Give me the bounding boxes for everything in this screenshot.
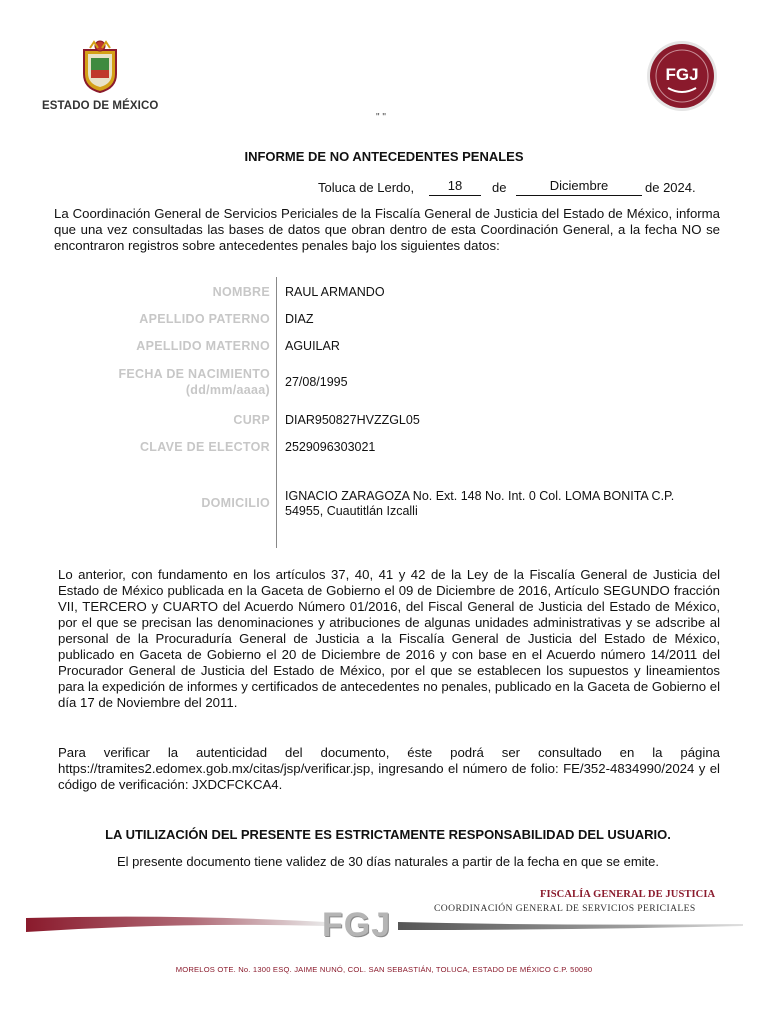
- date-month: Diciembre: [516, 178, 642, 196]
- label-curp: CURP: [233, 413, 270, 427]
- value-apellido-paterno: DIAZ: [285, 312, 314, 326]
- date-de: de: [492, 180, 507, 195]
- value-domicilio-line1: IGNACIO ZARAGOZA No. Ext. 148 No. Int. 0 Col. LOMA BONITA C.P.: [285, 489, 675, 503]
- estado-de-mexico-logo: [40, 36, 160, 120]
- label-fecha-nacimiento-main: FECHA DE NACIMIENTO: [118, 367, 270, 381]
- decorative-quotes: " ": [376, 112, 386, 123]
- footer-swoosh-right: [398, 918, 743, 932]
- date-city: Toluca de Lerdo,: [318, 180, 415, 195]
- footer-fgj-logo: FGJ: [322, 906, 392, 944]
- label-clave-elector: CLAVE DE ELECTOR: [139, 440, 270, 454]
- label-nombre: NOMBRE: [212, 285, 270, 299]
- date-line: [0, 178, 768, 200]
- fgj-seal-icon: [646, 40, 718, 112]
- label-apellido-materno: APELLIDO MATERNO: [136, 339, 270, 353]
- legal-basis-paragraph: Lo anterior, con fundamento en los artículos 37, 40, 41 y 42 de la Ley de la Fiscalía General de Justicia del Estado de México publicada en la Gaceta de Gobierno el 09 de Diciembre de 2016, Artículo SEGUNDO fracción VII, TERCERO y CUARTO del Acuerdo Número 01/2016, del Fiscal General de Justicia del Estado de México, por el que se precisan las denominaciones y atribuciones de algunas unidades administrativas y se adscribe al personal de la Procuraduría General de Justicia a la Fiscalía General de Justicia del Estado de México, publicado en Gaceta de Gobierno el 20 de Diciembre de 2016 y con base en el Acuerdo número 14/2011 del Procurador General de Justicia del Estado de México, por el que se establecen los supuestos y lineamientos para la expedición de informes y certificados de antecedentes no penales, publicado en la Gaceta de Gobierno el día 17 de Noviembre del 2011.: [58, 567, 721, 710]
- footer-address: MORELOS OTE. No. 1300 ESQ. JAIME NUNÓ, COL. SAN SEBASTIÁN, TOLUCA, ESTADO DE MÉXICO C.P. 50090: [175, 965, 593, 974]
- footer-coordination: COORDINACIÓN GENERAL DE SERVICIOS PERICIALES: [434, 903, 696, 914]
- date-day: 18: [429, 178, 481, 196]
- intro-paragraph: La Coordinación General de Servicios Periciales de la Fiscalía General de Justicia del Estado de México, informa que una vez consultadas las bases de datos que obran dentro de esta Coordinación General, a la fecha NO se encontraron registros sobre antecedentes penales bajo los siguientes datos:: [54, 206, 720, 253]
- date-year: de 2024.: [645, 180, 696, 195]
- document-title: INFORME DE NO ANTECEDENTES PENALES: [244, 149, 524, 164]
- value-clave-elector: 2529096303021: [285, 440, 376, 454]
- footer-swoosh-left: [26, 912, 326, 934]
- value-fecha-nacimiento: 27/08/1995: [285, 375, 348, 389]
- table-divider: [276, 277, 277, 548]
- validity-notice: El presente documento tiene validez de 30 días naturales a partir de la fecha en que se emite.: [116, 854, 659, 869]
- label-domicilio: DOMICILIO: [201, 496, 270, 510]
- verification-paragraph: Para verificar la autenticidad del documento, éste podrá ser consultado en la página https://tramites2.edomex.gob.mx/citas/jsp/verificar.jsp, ingresando el número de folio: FE/352-4834990/2024 y el código de verificación: JXDCFCKCA4.: [58, 745, 720, 792]
- value-domicilio-line2: 54955, Cuautitlán Izcalli: [285, 504, 418, 518]
- value-domicilio: [285, 489, 674, 519]
- value-nombre: RAUL ARMANDO: [285, 285, 385, 299]
- state-name: ESTADO DE MÉXICO: [42, 100, 159, 112]
- value-apellido-materno: AGUILAR: [285, 339, 340, 353]
- label-fecha-nacimiento: [118, 366, 270, 398]
- seal-text: FGJ: [665, 65, 699, 84]
- label-fecha-nacimiento-format: (dd/mm/aaaa): [185, 383, 270, 397]
- footer-institution: FISCALÍA GENERAL DE JUSTICIA: [540, 889, 716, 900]
- coat-of-arms-icon: [76, 40, 124, 94]
- value-curp: DIAR950827HVZZGL05: [285, 413, 420, 427]
- responsibility-warning: LA UTILIZACIÓN DEL PRESENTE ES ESTRICTAMENTE RESPONSABILIDAD DEL USUARIO.: [105, 827, 671, 842]
- label-apellido-paterno: APELLIDO PATERNO: [139, 312, 270, 326]
